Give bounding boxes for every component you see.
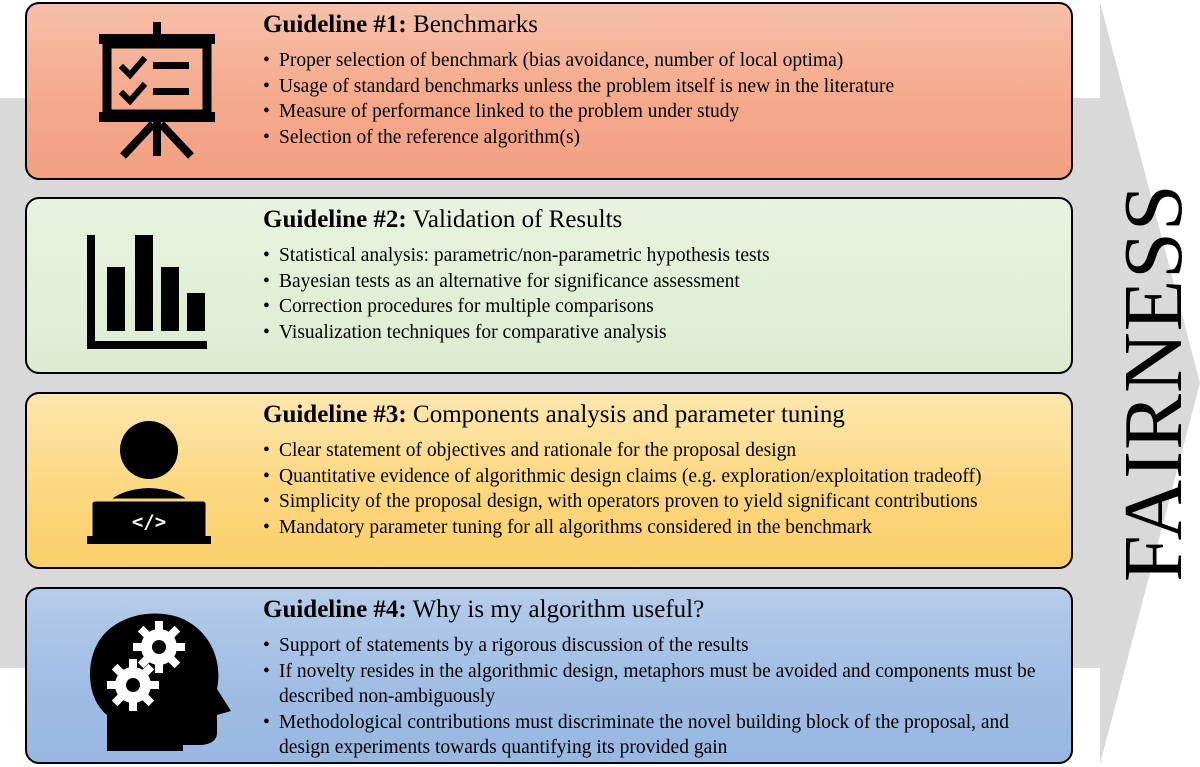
fairness-label: FAIRNESS xyxy=(1107,183,1200,583)
guideline-panel-3 xyxy=(25,392,1073,569)
bullet-list xyxy=(263,243,1051,345)
list-item: • Usage of standard benchmarks unless the problem itself is new in the literature xyxy=(263,74,1051,100)
guideline-panel-2 xyxy=(25,197,1073,374)
bar-chart-icon xyxy=(77,211,237,361)
list-item: • Correction procedures for multiple comparisons xyxy=(263,294,1051,320)
list-item: • Measure of performance linked to the problem under study xyxy=(263,99,1051,125)
guideline-heading: Guideline #2: Validation of Results xyxy=(263,206,623,233)
guideline-heading: Guideline #1: Benchmarks xyxy=(263,11,538,38)
list-item: • Bayesian tests as an alternative for significance assessment xyxy=(263,269,1051,295)
list-item: • Visualization techniques for comparative analysis xyxy=(263,320,1051,346)
list-item: • Quantitative evidence of algorithmic design claims (e.g. exploration/exploitation tradeoff) xyxy=(263,464,1051,490)
list-item: • Clear statement of objectives and rationale for the proposal design xyxy=(263,438,1051,464)
bullet-list xyxy=(263,438,1051,540)
list-item: • Mandatory parameter tuning for all algorithms considered in the benchmark xyxy=(263,515,1051,541)
list-item: • Statistical analysis: parametric/non-parametric hypothesis tests xyxy=(263,243,1051,269)
list-item: • Simplicity of the proposal design, with operators proven to yield significant contributions xyxy=(263,489,1051,515)
guideline-heading: Guideline #3: Components analysis and parameter tuning xyxy=(263,401,845,428)
bullet-list xyxy=(263,48,1051,150)
list-item: • Proper selection of benchmark (bias avoidance, number of local optima) xyxy=(263,48,1051,74)
list-item: • Selection of the reference algorithm(s) xyxy=(263,125,1051,151)
guideline-panel-4 xyxy=(25,587,1073,764)
list-item: • Support of statements by a rigorous discussion of the results xyxy=(263,633,1051,659)
presentation-board-icon xyxy=(77,18,237,168)
bullet-list xyxy=(263,633,1051,761)
list-item: • If novelty resides in the algorithmic design, metaphors must be avoided and components must be described non-ambiguously xyxy=(263,659,1051,710)
list-item: • Methodological contributions must discriminate the novel building block of the proposal, and design experiments towards quantifying its provided gain xyxy=(263,710,1051,761)
developer-laptop-icon xyxy=(77,408,237,558)
guideline-panel-1 xyxy=(25,2,1073,180)
head-gears-icon xyxy=(77,603,237,753)
guideline-heading: Guideline #4: Why is my algorithm useful? xyxy=(263,596,705,623)
code-glyph: </> xyxy=(131,511,167,533)
